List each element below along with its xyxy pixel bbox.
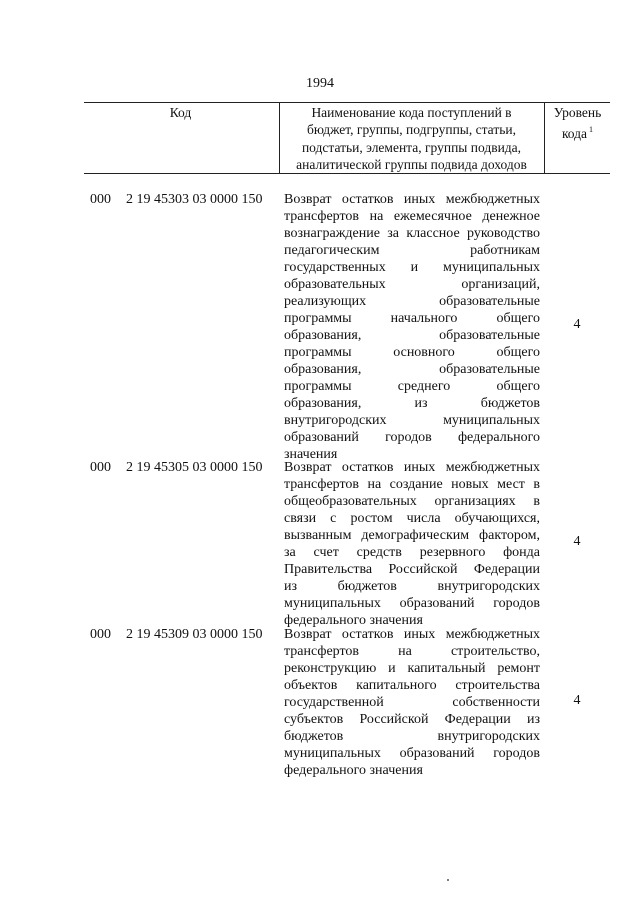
description-line: реконструкцию и капитальный ремонт — [284, 661, 540, 676]
description-line: внутригородских муниципальных — [284, 413, 540, 428]
admin-code: 000 — [90, 627, 111, 642]
code-level: 4 — [573, 534, 581, 549]
income-description — [284, 191, 540, 463]
description-line: из бюджетов внутригородских — [284, 579, 540, 594]
description-line: связи с ростом числа обучающихся, — [284, 511, 540, 526]
income-code: 2 19 45303 03 0000 150 — [126, 192, 263, 207]
admin-code: 000 — [90, 460, 111, 475]
header-name-line: бюджет, группы, подгруппы, статьи, — [307, 122, 516, 138]
header-top-border — [84, 102, 610, 103]
description-line: программы начального общего — [284, 311, 540, 326]
description-line: Возврат остатков иных межбюджетных — [284, 627, 540, 642]
description-line: объектов капитального строительства — [284, 678, 540, 693]
description-line: образования, из бюджетов — [284, 396, 540, 411]
description-line: трансфертов на ежемесячное денежное — [284, 209, 540, 224]
description-line: педагогическим работникам — [284, 243, 540, 258]
income-code: 2 19 45309 03 0000 150 — [126, 627, 263, 642]
description-line: Возврат остатков иных межбюджетных — [284, 192, 540, 207]
description-line: государственных и муниципальных — [284, 260, 540, 275]
description-line: федерального значения — [284, 763, 423, 778]
description-line: вознаграждение за классное руководство — [284, 226, 540, 241]
description-line: значения — [284, 447, 338, 462]
description-line: вызванным демографическим фактором, — [284, 528, 540, 543]
description-line: образования, образовательные — [284, 362, 540, 377]
income-description — [284, 459, 540, 629]
header-name-line: Наименование кода поступлений в — [311, 105, 512, 120]
income-description — [284, 626, 540, 779]
header-name-line: подстатьи, элемента, группы подвида, — [301, 139, 522, 155]
description-line: муниципальных образований городов — [284, 746, 540, 761]
description-line: программы среднего общего — [284, 379, 540, 394]
header-name-label — [280, 104, 543, 173]
description-line: бюджетов внутригородских — [284, 729, 540, 744]
description-line: образовательных организаций, — [284, 277, 540, 292]
footnote-marker: 1 — [589, 125, 594, 135]
scan-speck — [447, 879, 449, 881]
description-line: за счет средств резервного фонда — [284, 545, 540, 560]
income-code: 2 19 45305 03 0000 150 — [126, 460, 263, 475]
admin-code: 000 — [90, 192, 111, 207]
description-line: программы основного общего — [284, 345, 540, 360]
description-line: образований городов федерального — [284, 430, 540, 445]
description-line: трансфертов на строительство, — [284, 644, 540, 659]
header-level-line: Уровень — [553, 105, 602, 120]
description-line: трансфертов на создание новых мест в — [284, 477, 540, 492]
header-name-line: аналитической группы подвида доходов — [296, 156, 527, 172]
description-line: государственной собственности — [284, 695, 540, 710]
description-line: Возврат остатков иных межбюджетных — [284, 460, 540, 475]
header-code-label: Код — [169, 105, 192, 120]
description-line: федерального значения — [284, 613, 423, 628]
header-level-line: кода $^1$ — [561, 125, 594, 142]
description-line: реализующих образовательные — [284, 294, 540, 309]
code-level: 4 — [573, 317, 581, 332]
description-line: общеобразовательных организациях в — [284, 494, 540, 509]
page-number: 1994 — [306, 76, 334, 91]
description-line: Правительства Российской Федерации — [284, 562, 540, 577]
description-line: муниципальных образований городов — [284, 596, 540, 611]
description-line: субъектов Российской Федерации из — [284, 712, 540, 727]
description-line: образования, образовательные — [284, 328, 540, 343]
code-level: 4 — [573, 693, 581, 708]
header-level-label — [545, 104, 610, 143]
